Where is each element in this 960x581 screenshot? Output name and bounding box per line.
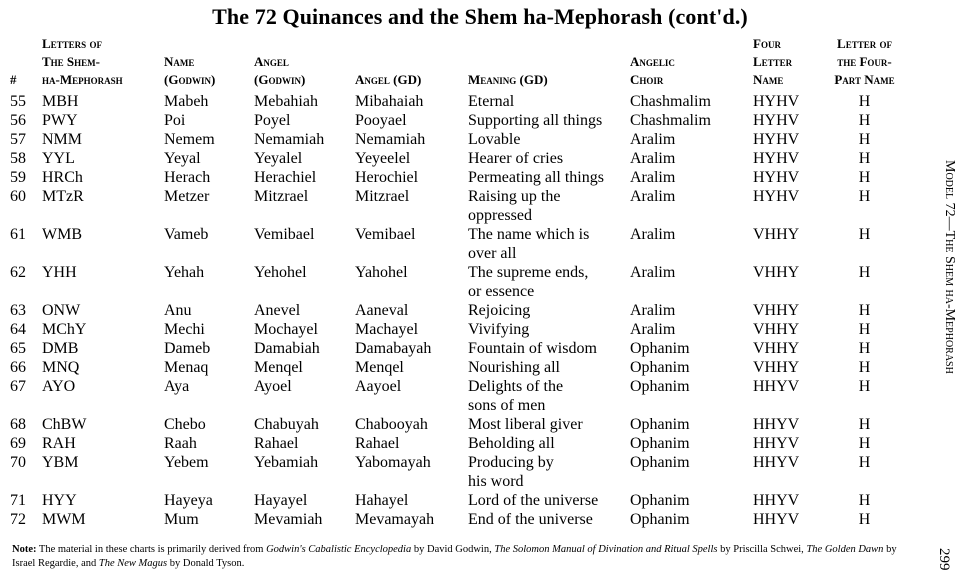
header-name: Name (Godwin) [164,54,216,87]
note-label: Note: [12,544,37,555]
row-letter-of: H [858,150,871,167]
row-letters: YYL [42,150,75,167]
row-angel-gd: Vemibael [355,226,416,243]
row-letter-of: H [858,378,871,395]
row-letters: NMM [42,131,83,148]
header-choir: Angelic Choir [630,54,675,87]
row-meaning: Supporting all things [468,112,603,129]
row-four-letter: HHYV [753,378,800,395]
row-name: Mechi [164,321,205,338]
row-letters: YBM [42,454,79,471]
table-row [10,149,910,168]
row-four-letter: HYHV [753,131,800,148]
note-book-2: The Solomon Manual of Divination and Ritual Spells [494,544,718,555]
row-letter-of: H [858,302,871,319]
row-num: 70 [10,454,26,471]
row-four-letter: VHHY [753,302,800,319]
row-angel-gd: Mibahaiah [355,93,424,110]
row-choir: Ophanim [630,359,690,376]
row-four-letter: HYHV [753,112,800,129]
row-num: 60 [10,188,26,205]
row-meaning: Nourishing all [468,359,560,376]
row-letters: ChBW [42,416,87,433]
row-name: Vameb [164,226,209,243]
row-num: 68 [10,416,26,433]
row-four-letter: HHYV [753,435,800,452]
row-angel-godwin: Poyel [254,112,291,129]
header-num: # [10,72,17,87]
row-name: Mabeh [164,93,209,110]
row-letters: YHH [42,264,77,281]
row-num: 64 [10,321,26,338]
table-row [10,130,910,149]
row-choir: Aralim [630,321,676,338]
row-name: Herach [164,169,211,186]
row-num: 57 [10,131,26,148]
table-row [10,510,910,529]
table-row [10,358,910,377]
row-angel-gd: Aayoel [355,378,402,395]
header-letters: Letters of The Shem- ha-Mephorash [42,36,123,87]
row-meaning: Producing by his word [468,454,554,490]
row-name: Yeyal [164,150,201,167]
row-choir: Ophanim [630,416,690,433]
row-letter-of: H [858,454,871,471]
row-letter-of: H [858,131,871,148]
row-name: Poi [164,112,186,129]
row-choir: Chashmalim [630,112,711,129]
table-row [10,339,910,358]
row-choir: Ophanim [630,511,690,528]
row-num: 56 [10,112,26,129]
row-letters: HYY [42,492,77,509]
row-four-letter: VHHY [753,264,800,281]
row-letters: MBH [42,93,79,110]
row-name: Anu [164,302,192,319]
note-text-2: by David Godwin, [411,544,495,555]
row-name: Yebem [164,454,209,471]
row-letter-of: H [858,112,871,129]
header-angel-godwin: Angel (Godwin) [254,54,306,87]
row-num: 67 [10,378,26,395]
table-row [10,263,910,301]
row-letter-of: H [858,169,871,186]
row-letter-of: H [858,492,871,509]
row-angel-gd: Herochiel [355,169,419,186]
note-book-3: The Golden Dawn [806,544,884,555]
row-angel-gd: Pooyael [355,112,407,129]
row-angel-gd: Machayel [355,321,419,338]
row-angel-gd: Nemamiah [355,131,426,148]
row-meaning: Hearer of cries [468,150,564,167]
row-four-letter: HHYV [753,511,800,528]
table-row [10,377,910,415]
row-angel-gd: Aaneval [355,302,409,319]
row-angel-godwin: Chabuyah [254,416,319,433]
row-choir: Aralim [630,169,676,186]
row-letter-of: H [858,416,871,433]
row-name: Dameb [164,340,211,357]
row-angel-godwin: Mevamiah [254,511,323,528]
row-num: 58 [10,150,26,167]
row-letters: PWY [42,112,78,129]
row-choir: Aralim [630,226,676,243]
row-num: 61 [10,226,26,243]
row-four-letter: HYHV [753,150,800,167]
table-row [10,111,910,130]
row-num: 66 [10,359,26,376]
row-meaning: Lord of the universe [468,492,599,509]
row-meaning: Permeating all things [468,169,604,186]
row-meaning: Vivifying [468,321,530,338]
note-text-1: The material in these charts is primarily derived from [36,544,267,555]
row-four-letter: VHHY [753,340,800,357]
row-name: Metzer [164,188,210,205]
row-four-letter: HHYV [753,454,800,471]
row-meaning: Raising up the oppressed [468,188,561,224]
row-four-letter: VHHY [753,359,800,376]
row-choir: Aralim [630,264,676,281]
row-letter-of: H [858,188,871,205]
row-letters: HRCh [42,169,83,186]
row-angel-godwin: Rahael [254,435,299,452]
row-meaning: Most liberal giver [468,416,583,433]
row-angel-godwin: Yehohel [254,264,307,281]
row-name: Raah [164,435,197,452]
row-letter-of: H [858,511,871,528]
quinances-table [10,35,910,529]
row-meaning: Eternal [468,93,515,110]
row-meaning: Beholding all [468,435,555,452]
header-four-letter: Four Letter Name [753,36,793,87]
row-angel-godwin: Damabiah [254,340,320,357]
row-angel-gd: Yahohel [355,264,408,281]
header-letter-of: Letter of the Four- Part Name [834,36,895,87]
row-letter-of: H [858,321,871,338]
row-angel-godwin: Mochayel [254,321,318,338]
row-name: Yehah [164,264,205,281]
row-letters: MWM [42,511,86,528]
table-row [10,434,910,453]
table-row [10,453,910,491]
row-letters: RAH [42,435,76,452]
page-number: 299 [936,548,952,571]
row-letter-of: H [858,93,871,110]
row-four-letter: HHYV [753,492,800,509]
note-text-5: by Donald Tyson. [167,558,245,569]
row-choir: Ophanim [630,378,690,395]
row-meaning: Rejoicing [468,302,531,319]
row-four-letter: HYHV [753,188,800,205]
row-letter-of: H [858,435,871,452]
row-num: 62 [10,264,26,281]
row-angel-gd: Yabomayah [355,454,431,471]
row-angel-godwin: Menqel [254,359,303,376]
row-letters: AYO [42,378,76,395]
note-book-4: The New Magus [98,558,168,569]
row-letters: DMB [42,340,79,357]
row-angel-godwin: Herachiel [254,169,317,186]
row-letter-of: H [858,226,871,243]
header-meaning: Meaning (GD) [468,72,548,87]
row-four-letter: VHHY [753,321,800,338]
note-text-4: by Israel Regardie, and [12,544,897,569]
table-row [10,320,910,339]
row-num: 59 [10,169,26,186]
row-choir: Ophanim [630,492,690,509]
row-angel-godwin: Vemibael [254,226,315,243]
page-title: The 72 Quinances and the Shem ha-Mephorash (cont'd.) [212,4,748,29]
table-row [10,225,910,263]
row-angel-godwin: Hayayel [254,492,308,509]
row-angel-godwin: Yeyalel [254,150,303,167]
row-letter-of: H [858,359,871,376]
row-angel-godwin: Mebahiah [254,93,318,110]
table-row [10,168,910,187]
row-choir: Aralim [630,131,676,148]
row-angel-gd: Mevamayah [355,511,435,528]
row-name: Mum [164,511,199,528]
row-letters: WMB [42,226,82,243]
row-choir: Ophanim [630,435,690,452]
row-meaning: Lovable [468,131,521,148]
row-four-letter: HHYV [753,416,800,433]
row-letters: ONW [42,302,81,319]
row-angel-gd: Damabayah [355,340,432,357]
table-row [10,187,910,225]
row-meaning: The supreme ends, or essence [468,264,589,300]
row-name: Aya [164,378,190,395]
running-head: Model 72—The Shem ha-Mephorash [942,160,957,374]
row-meaning: Fountain of wisdom [468,340,597,357]
row-angel-godwin: Nemamiah [254,131,325,148]
row-angel-godwin: Anevel [254,302,301,319]
row-num: 72 [10,511,26,528]
row-four-letter: HYHV [753,169,800,186]
row-four-letter: VHHY [753,226,800,243]
row-angel-gd: Menqel [355,359,404,376]
row-num: 69 [10,435,26,452]
note-text-3: by Priscilla Schwei, [717,544,807,555]
row-choir: Ophanim [630,454,690,471]
row-name: Menaq [164,359,209,376]
row-choir: Aralim [630,188,676,205]
row-name: Chebo [164,416,206,433]
row-num: 65 [10,340,26,357]
table-row [10,301,910,320]
row-letters: MTzR [42,188,84,205]
row-angel-godwin: Mitzrael [254,188,309,205]
row-angel-gd: Mitzrael [355,188,410,205]
row-angel-gd: Chabooyah [355,416,428,433]
row-letters: MChY [42,321,87,338]
row-four-letter: HYHV [753,93,800,110]
row-angel-gd: Rahael [355,435,400,452]
table-row [10,491,910,510]
row-num: 63 [10,302,26,319]
row-letters: MNQ [42,359,80,376]
row-choir: Aralim [630,302,676,319]
table-row [10,92,910,111]
row-angel-gd: Yeyeelel [355,150,411,167]
row-choir: Chashmalim [630,93,711,110]
row-angel-gd: Hahayel [355,492,409,509]
table-row [10,415,910,434]
row-angel-godwin: Ayoel [254,378,292,395]
header-angel-gd: Angel (GD) [355,72,422,87]
row-name: Hayeya [164,492,213,509]
row-letter-of: H [858,340,871,357]
footnote [12,543,922,571]
note-book-1: Godwin's Cabalistic Encyclopedia [266,544,412,555]
row-meaning: End of the universe [468,511,593,528]
row-choir: Aralim [630,150,676,167]
row-meaning: The name which is over all [468,226,590,262]
row-meaning: Delights of the sons of men [468,378,564,414]
row-num: 71 [10,492,26,509]
row-angel-godwin: Yebamiah [254,454,319,471]
row-num: 55 [10,93,26,110]
row-choir: Ophanim [630,340,690,357]
header-row [10,35,910,92]
row-letter-of: H [858,264,871,281]
row-name: Nemem [164,131,215,148]
